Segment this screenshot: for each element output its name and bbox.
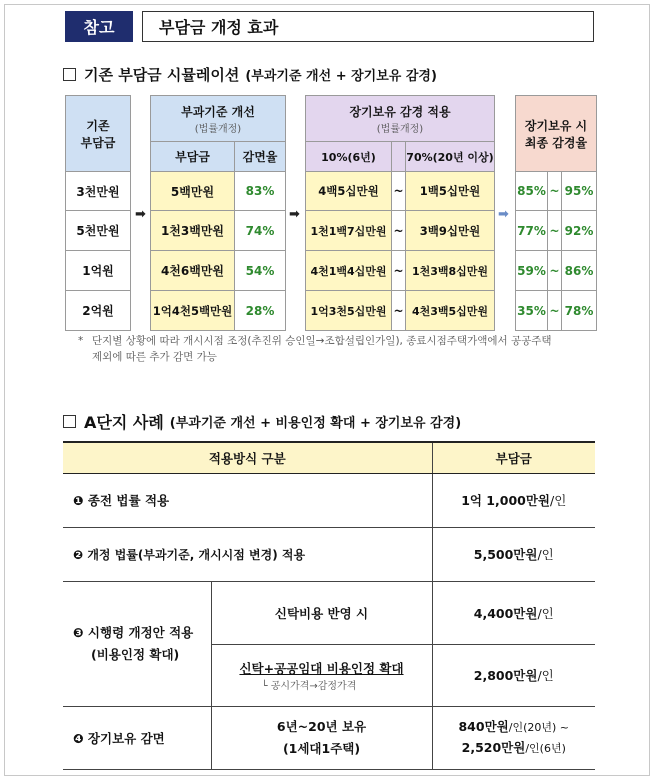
footnote-mark: * xyxy=(78,335,84,347)
amount-10pct-cell: 4천1백4십만원 xyxy=(306,251,392,291)
value-amount: 2,520만원 xyxy=(461,739,526,755)
case-row-4-mid xyxy=(211,706,432,769)
final-rate-min: 59% xyxy=(516,251,548,291)
value-amount: 4,400만원 xyxy=(473,605,538,621)
case-table xyxy=(63,441,595,770)
final-rate-title-line2: 최종 감경율 xyxy=(524,135,588,150)
case-row-3b-value xyxy=(432,644,595,706)
final-rate-title-line1: 장기보유 시 xyxy=(524,118,588,133)
standard-title: 부과기준 개선 xyxy=(181,104,255,119)
value-amount: 2,800만원 xyxy=(473,668,538,683)
col-amount-header: 부담금 xyxy=(432,442,595,473)
col-amount-header: 부담금 xyxy=(151,142,235,172)
value-amount: 840만원 xyxy=(458,718,509,734)
arrow-right-icon: ➡ xyxy=(289,207,300,222)
case-title-text: A단지 사례 xyxy=(84,413,164,432)
final-rate-header xyxy=(516,96,597,172)
footnote xyxy=(78,333,618,365)
standard-header xyxy=(151,96,286,142)
case-row-3a-sub: 신탁비용 반영 시 xyxy=(211,581,432,644)
simulation-title-text: 기존 부담금 시뮬레이션 xyxy=(84,66,240,84)
col-method-header: 적용방식 구분 xyxy=(63,442,432,473)
value-tail: /인(20년) ~ xyxy=(508,720,569,734)
amount-70pct-cell: 1백5십만원 xyxy=(406,172,495,211)
case-row-4-value xyxy=(432,706,595,769)
longterm-table xyxy=(305,95,495,331)
longterm-sub: (법률개정) xyxy=(376,123,424,135)
case-row-2-label: ❷ 개정 법률(부과기준, 개시시점 변경) 적용 xyxy=(63,527,432,581)
value-amount: 1억 1,000만원 xyxy=(461,493,551,508)
rate-cell: 28% xyxy=(235,291,286,331)
case-row-4-mid-line2: (1세대1주택) xyxy=(282,740,361,756)
final-rate-max: 78% xyxy=(562,291,597,331)
base-table xyxy=(65,95,131,331)
case-row-3-label-line1: ❸ 시행령 개정안 적용 xyxy=(73,624,194,640)
amount-70pct-cell: 4천3백5십만원 xyxy=(406,291,495,331)
amount-70pct-cell: 3백9십만원 xyxy=(406,211,495,251)
case-row-4-mid-line1: 6년~20년 보유 xyxy=(276,718,367,734)
value-unit: /인 xyxy=(550,493,567,508)
tilde-cell: ~ xyxy=(392,291,406,331)
base-header-line2: 부담금 xyxy=(80,135,116,150)
arrow-right-icon: ➡ xyxy=(135,207,146,222)
checkbox-icon xyxy=(63,415,76,428)
tilde-cell: ~ xyxy=(548,172,562,211)
page-title: 부담금 개정 효과 xyxy=(142,11,594,42)
case-row-3b-sub-note: └ 공시가격→감정가격 xyxy=(261,680,357,692)
case-row-1-value xyxy=(432,473,595,527)
tilde-cell: ~ xyxy=(548,251,562,291)
standard-table xyxy=(150,95,286,331)
final-rate-min: 35% xyxy=(516,291,548,331)
value-tail: /인(6년) xyxy=(525,741,566,755)
amount-10pct-cell: 4백5십만원 xyxy=(306,172,392,211)
reference-tag: 참고 xyxy=(65,11,133,42)
tilde-cell: ~ xyxy=(548,211,562,251)
case-row-3-label xyxy=(63,581,211,706)
final-rate-max: 95% xyxy=(562,172,597,211)
final-rate-min: 77% xyxy=(516,211,548,251)
section-case-title xyxy=(63,410,461,433)
value-amount: 5,500만원 xyxy=(473,547,538,562)
footnote-line1: 단지별 상황에 따라 개시시점 조정(추진위 승인일→조합설립인가일), 종료시점주택가액에서 공공주택 xyxy=(92,335,552,347)
base-header xyxy=(66,96,131,172)
amount-cell: 1천3백만원 xyxy=(151,211,235,251)
col-rate-header: 감면율 xyxy=(235,142,286,172)
base-cell: 3천만원 xyxy=(66,172,131,211)
case-row-3-label-line2: (비용인정 확대) xyxy=(91,646,180,662)
longterm-header xyxy=(306,96,495,142)
base-cell: 1억원 xyxy=(66,251,131,291)
case-row-3b-sub-text: 신탁+공공임대 비용인정 확대 xyxy=(239,660,404,676)
base-cell: 2억원 xyxy=(66,291,131,331)
rate-cell: 74% xyxy=(235,211,286,251)
section-simulation-title xyxy=(63,64,437,85)
checkbox-icon xyxy=(63,68,76,81)
tilde-cell: ~ xyxy=(548,291,562,331)
amount-cell: 4천6백만원 xyxy=(151,251,235,291)
arrow-right-icon: ➡ xyxy=(498,207,509,222)
amount-10pct-cell: 1억3천5십만원 xyxy=(306,291,392,331)
case-subtitle: (부과기준 개선 + 비용인정 확대 + 장기보유 감경) xyxy=(169,416,462,431)
amount-10pct-cell: 1천1백7십만원 xyxy=(306,211,392,251)
case-row-4-label: ❹ 장기보유 감면 xyxy=(63,706,211,769)
case-row-2-value xyxy=(432,527,595,581)
rate-cell: 54% xyxy=(235,251,286,291)
value-unit: /인 xyxy=(537,605,554,621)
amount-cell: 5백만원 xyxy=(151,172,235,211)
tilde-cell: ~ xyxy=(392,251,406,291)
footnote-line2: 제외에 따른 추가 감면 가능 xyxy=(92,351,217,363)
final-rate-max: 86% xyxy=(562,251,597,291)
case-row-1-label: ❶ 종전 법률 적용 xyxy=(63,473,432,527)
longterm-title: 장기보유 감경 적용 xyxy=(349,104,451,119)
tilde-header xyxy=(392,142,406,172)
final-rate-min: 85% xyxy=(516,172,548,211)
tilde-cell: ~ xyxy=(392,211,406,251)
case-row-3b-sub xyxy=(211,644,432,706)
final-rate-max: 92% xyxy=(562,211,597,251)
final-rate-table xyxy=(515,95,597,331)
value-unit: /인 xyxy=(537,668,554,683)
case-row-3a-value xyxy=(432,581,595,644)
standard-sub: (법률개정) xyxy=(194,123,242,135)
col-70pct-header: 70%(20년 이상) xyxy=(406,142,495,172)
base-cell: 5천만원 xyxy=(66,211,131,251)
simulation-subtitle: (부과기준 개선 + 장기보유 감경) xyxy=(245,69,437,84)
value-unit: /인 xyxy=(537,547,554,562)
base-header-line1: 기존 xyxy=(86,118,110,133)
amount-70pct-cell: 1천3백8십만원 xyxy=(406,251,495,291)
amount-cell: 1억4천5백만원 xyxy=(151,291,235,331)
rate-cell: 83% xyxy=(235,172,286,211)
tilde-cell: ~ xyxy=(392,172,406,211)
col-10pct-header: 10%(6년) xyxy=(306,142,392,172)
